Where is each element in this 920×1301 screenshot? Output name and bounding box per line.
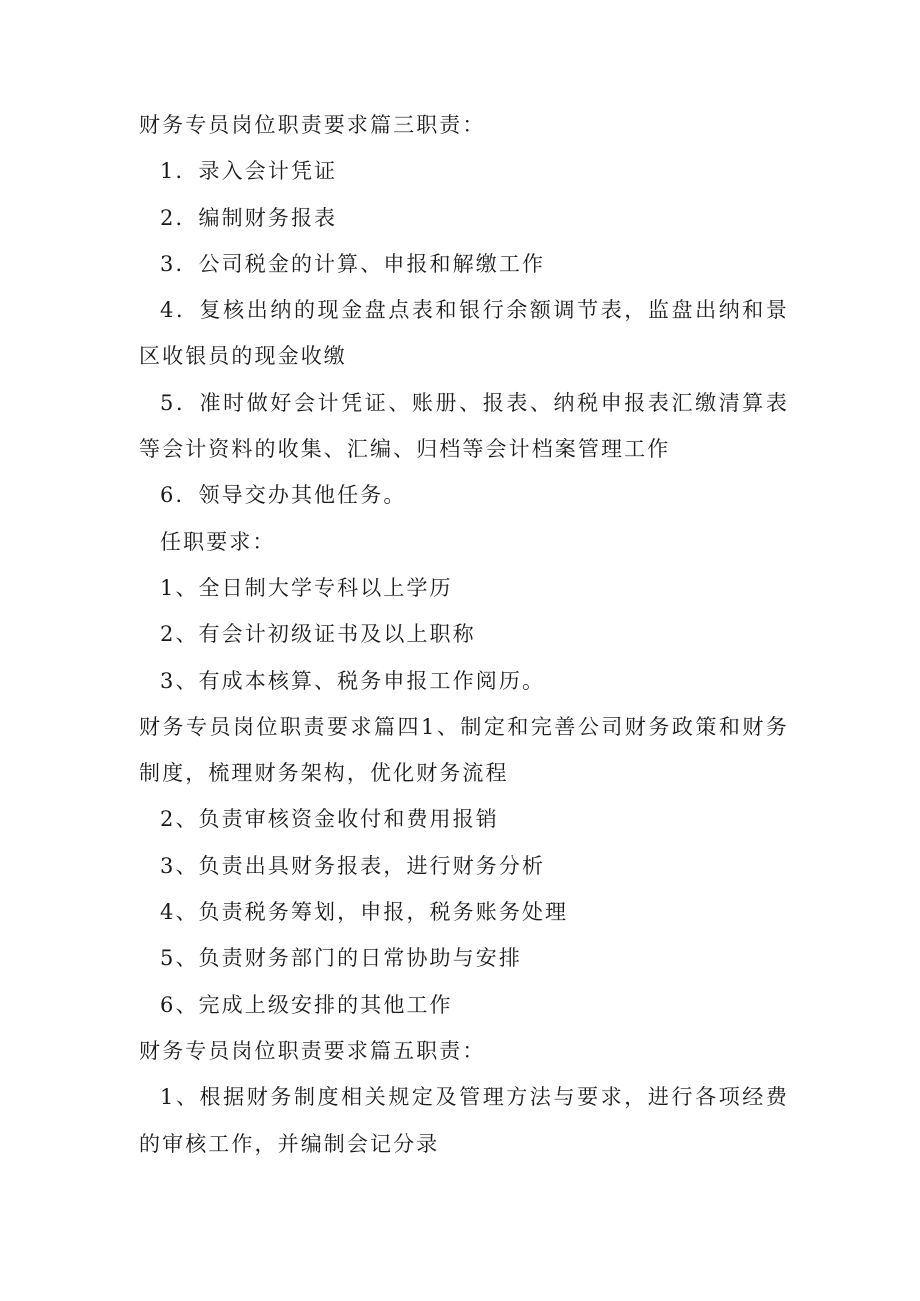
list-item: 3、负责出具财务报表，进行财务分析	[160, 853, 546, 878]
list-item: 2、负责审核资金收付和费用报销	[160, 807, 499, 832]
list-item: 6．领导交办其他任务。	[160, 483, 407, 508]
list-item: 5、负责财务部门的日常协助与安排	[160, 946, 522, 971]
section-heading-3: 财务专员岗位职责要求篇三职责：	[139, 113, 486, 137]
list-item: 2、有会计初级证书及以上职称	[160, 622, 476, 647]
list-item: 1、全日制大学专科以上学历	[160, 575, 453, 600]
list-item-continuation: 制度，梳理财务架构，优化财务流程	[139, 761, 509, 786]
section-heading-4: 财务专员岗位职责要求篇四1、制定和完善公司财务政策和财务	[139, 714, 789, 739]
list-item-continuation: 区收银员的现金收缴	[139, 344, 347, 369]
list-item: 4．复核出纳的现金盘点表和银行余额调节表，监盘出纳和景	[160, 298, 789, 323]
list-item: 3．公司税金的计算、申报和解缴工作	[160, 251, 546, 276]
list-item: 2．编制财务报表	[160, 205, 338, 230]
section-heading-5: 财务专员岗位职责要求篇五职责：	[139, 1038, 486, 1063]
list-item: 6、完成上级安排的其他工作	[160, 992, 453, 1017]
list-item-continuation: 的审核工作，并编制会记分录	[139, 1131, 440, 1156]
list-item: 1．录入会计凭证	[160, 159, 338, 184]
list-item: 3、有成本核算、税务申报工作阅历。	[160, 668, 546, 693]
list-item-continuation: 等会计资料的收集、汇编、归档等会计档案管理工作	[139, 437, 671, 462]
list-item: 5．准时做好会计凭证、账册、报表、纳税申报表汇缴清算表	[160, 390, 789, 415]
document-body	[139, 102, 789, 1167]
subsection-heading: 任职要求：	[160, 529, 276, 554]
list-item: 4、负责税务筹划，申报，税务账务处理	[160, 900, 569, 925]
list-item: 1、根据财务制度相关规定及管理方法与要求，进行各项经费	[160, 1085, 789, 1110]
